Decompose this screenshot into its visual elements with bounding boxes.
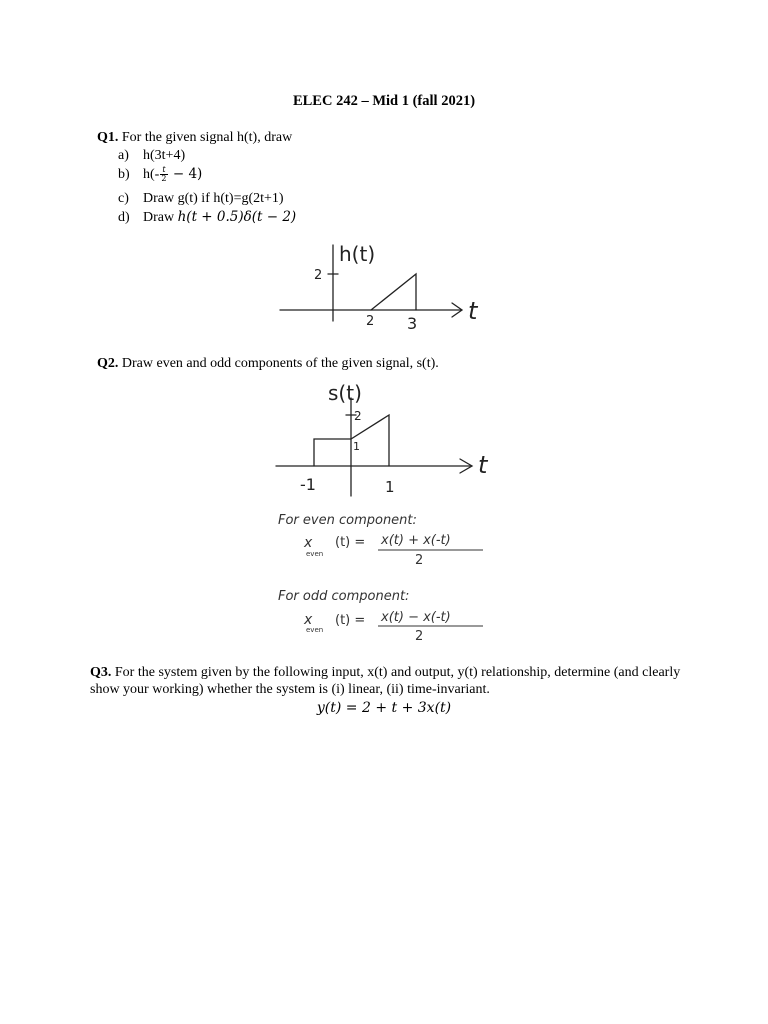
h-signal-graph bbox=[276, 231, 491, 331]
q1-option-b-suffix: − 4) bbox=[168, 166, 203, 182]
q1-option-d-prefix: Draw bbox=[143, 210, 178, 225]
q1-option-d: d) Draw h(t + 0.5)δ(t − 2) bbox=[118, 209, 297, 225]
odd-lhs: x bbox=[304, 612, 313, 628]
q2-text: Draw even and odd components of the given signal, s(t). bbox=[118, 356, 439, 371]
q1-text: For the given signal h(t), draw bbox=[118, 130, 293, 145]
odd-component-formula bbox=[278, 584, 498, 646]
h-graph-ylabel: h(t) bbox=[339, 242, 376, 266]
q2-label: Q2. bbox=[97, 356, 119, 371]
odd-numerator: x(t) − x(-t) bbox=[381, 610, 451, 625]
q1-option-a: a) h(3t+4) bbox=[118, 148, 186, 163]
odd-denominator: 2 bbox=[415, 629, 424, 644]
q1-option-b-prefix: h(- bbox=[143, 167, 160, 182]
s-graph-ylabel: s(t) bbox=[328, 381, 362, 405]
h-graph-xlabel: t bbox=[468, 297, 478, 325]
even-arg: (t) = bbox=[335, 535, 366, 550]
h-graph-signal bbox=[371, 274, 416, 310]
q1-option-d-math: h(t + 0.5)δ(t − 2) bbox=[177, 209, 297, 225]
q1-label: Q1. bbox=[97, 130, 119, 145]
q3-text: For the system given by the following input, x(t) and output, y(t) relationship, determine (and clearly show your working) whether the system is (i) linear, (ii) time-invariant. bbox=[90, 665, 681, 697]
even-subscript: even bbox=[306, 550, 324, 558]
even-lhs: x bbox=[304, 535, 313, 551]
s-graph-xtick-1: 1 bbox=[385, 478, 395, 496]
h-graph-ytick-label: 2 bbox=[314, 268, 323, 283]
q1-prompt bbox=[97, 129, 292, 147]
even-numerator: x(t) + x(-t) bbox=[381, 533, 451, 548]
q1-option-c-text: Draw g(t) if h(t)=g(2t+1) bbox=[143, 191, 284, 206]
q2-prompt bbox=[97, 355, 439, 373]
s-graph-ytick-2: 2 bbox=[354, 409, 362, 423]
exam-title: ELEC 242 – Mid 1 (fall 2021) bbox=[292, 93, 476, 109]
q1-option-b-fraction: $\frac{t}{2}$ bbox=[161, 165, 167, 184]
q1-option-c: c) Draw g(t) if h(t)=g(2t+1) bbox=[118, 191, 284, 206]
odd-heading: For odd component: bbox=[278, 589, 410, 604]
q3-label: Q3. bbox=[90, 665, 112, 680]
h-graph-xtick-3: 3 bbox=[407, 314, 418, 333]
s-graph-ytick-1: 1 bbox=[353, 440, 360, 453]
s-signal-graph bbox=[272, 380, 497, 500]
q3-prompt bbox=[90, 664, 700, 698]
odd-subscript: even bbox=[306, 626, 324, 634]
s-graph-xtick-neg1: -1 bbox=[300, 475, 316, 494]
even-heading: For even component: bbox=[278, 513, 417, 528]
even-component-formula bbox=[278, 508, 498, 570]
q1-option-a-text: h(3t+4) bbox=[143, 148, 186, 163]
odd-arg: (t) = bbox=[335, 613, 366, 628]
h-graph-xtick-2: 2 bbox=[366, 314, 375, 329]
q3-equation: y(t) = 2 + t + 3x(t) bbox=[316, 700, 452, 716]
even-denominator: 2 bbox=[415, 553, 424, 568]
q1-option-b: b) h(- $\frac{t}{2}$ − 4) bbox=[118, 165, 203, 184]
s-graph-xlabel: t bbox=[478, 451, 488, 479]
